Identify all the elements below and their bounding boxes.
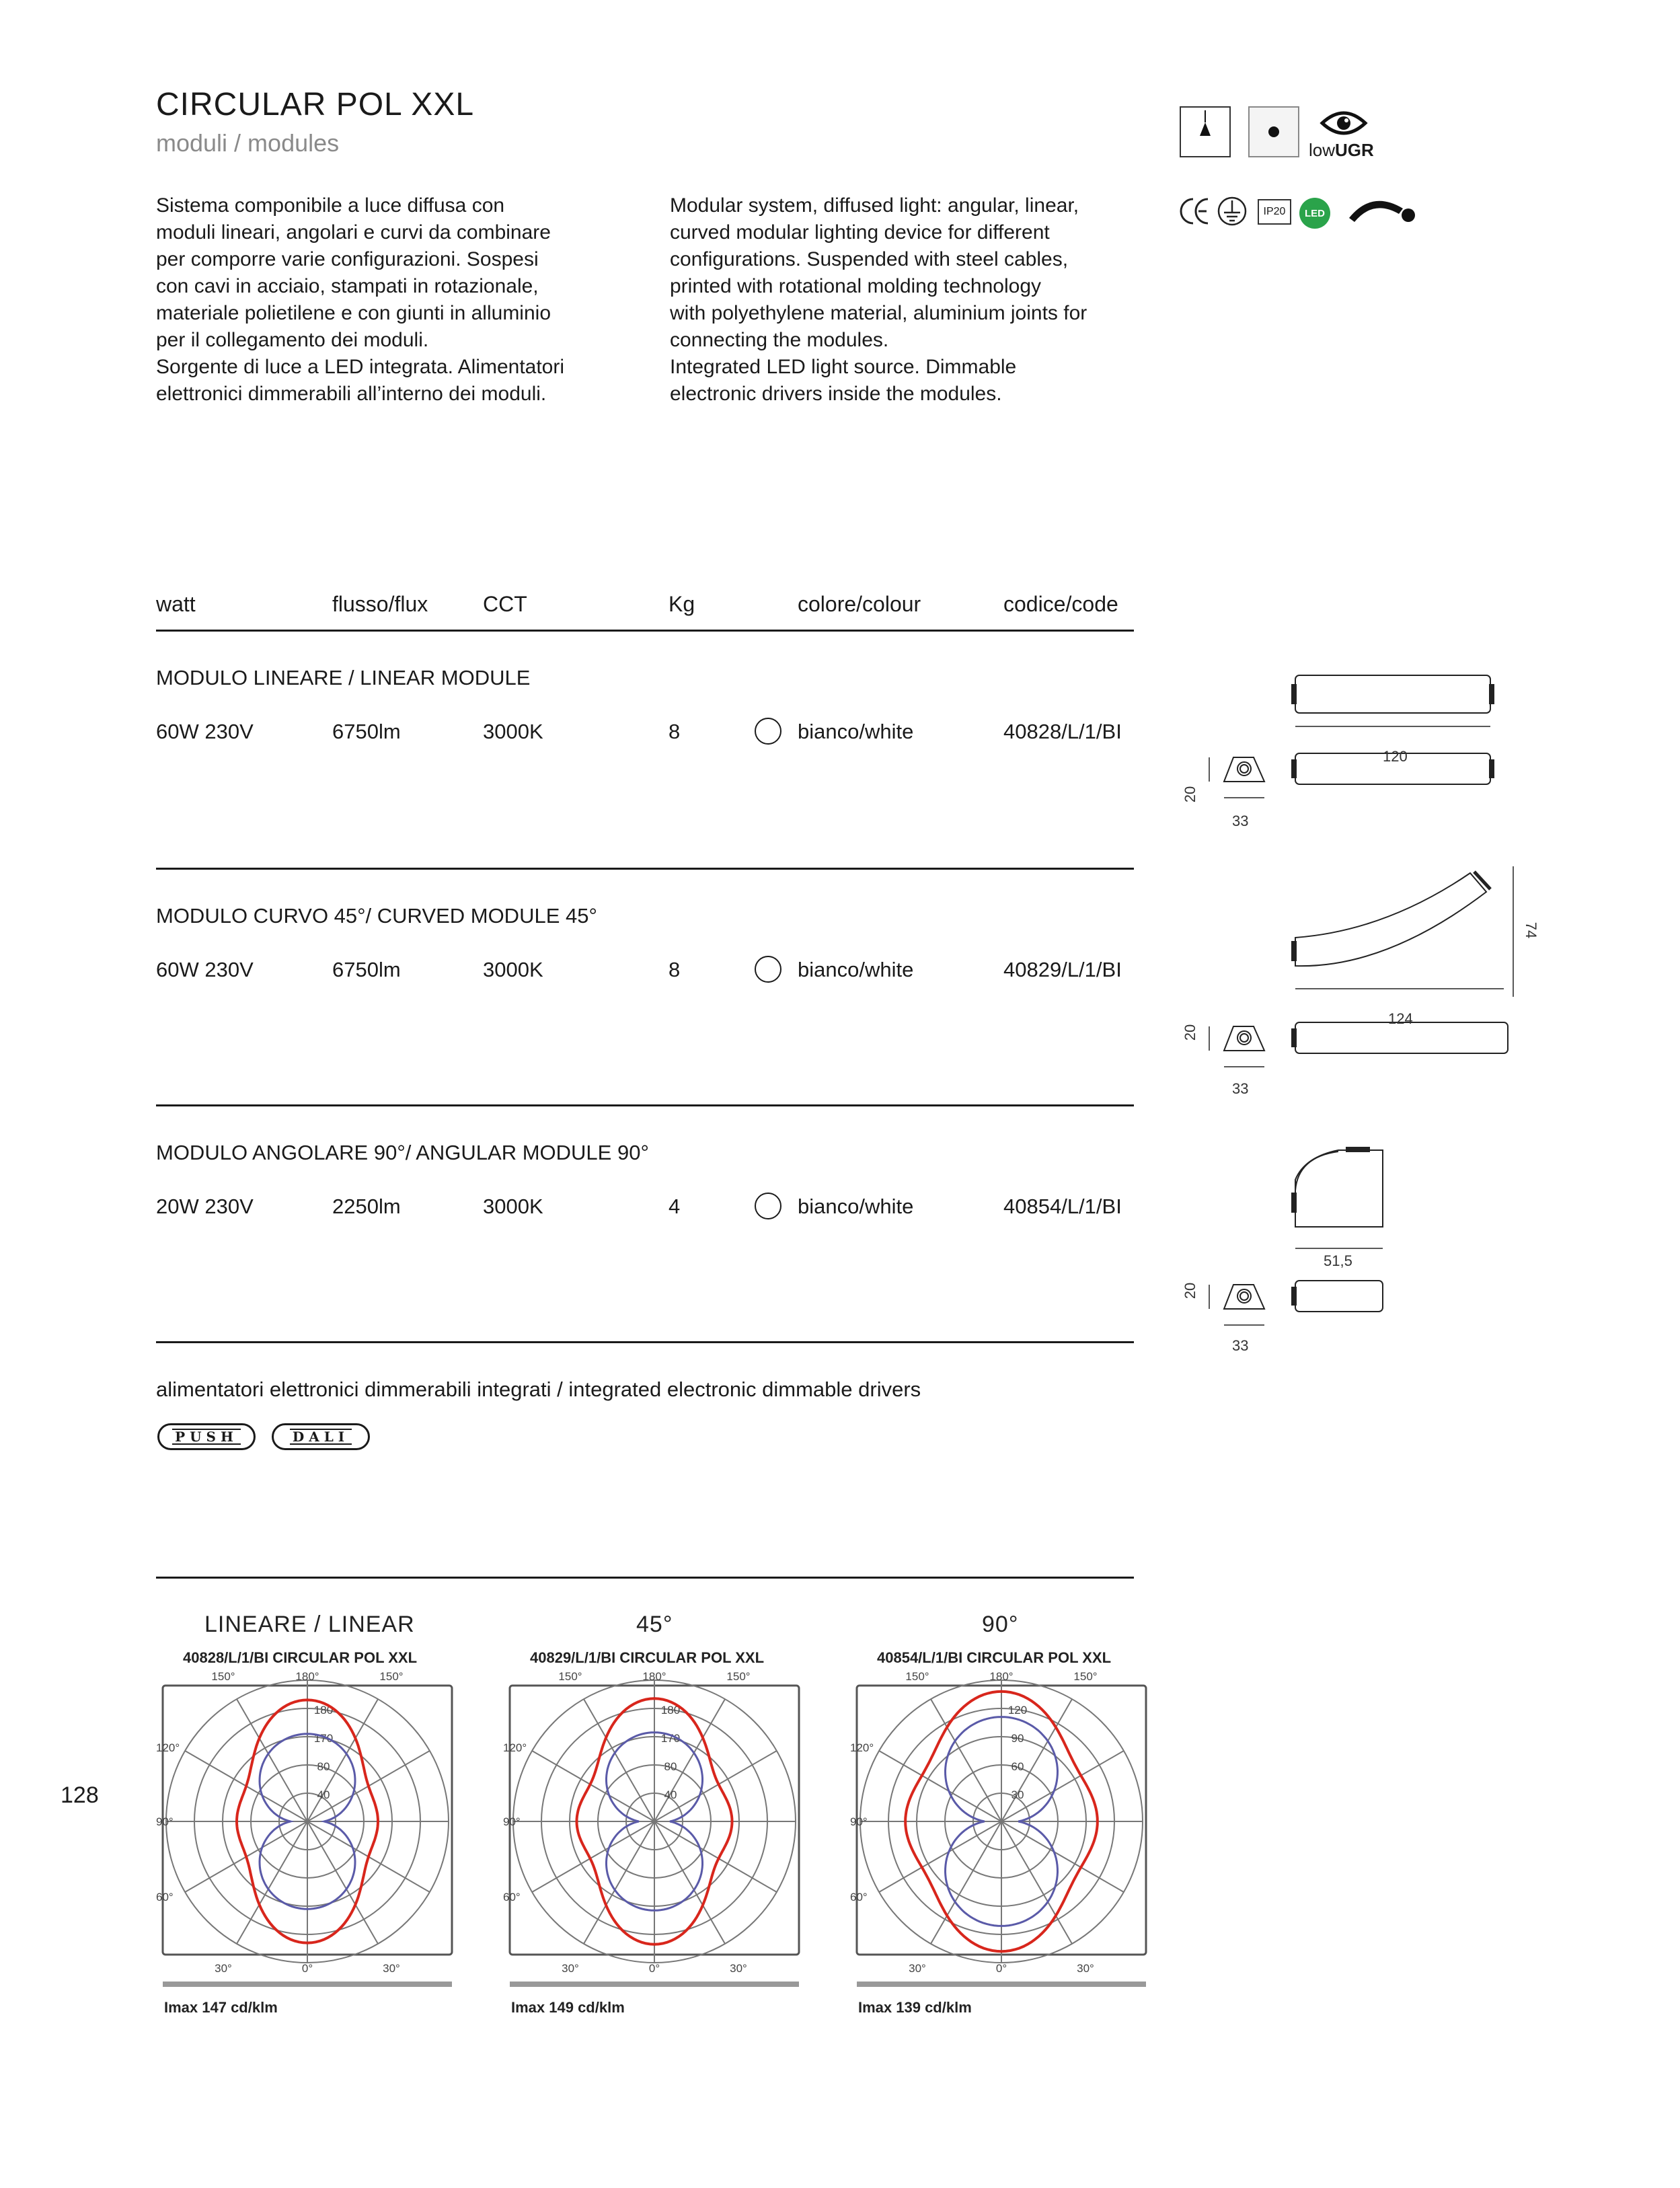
description-italian: Sistema componibile a luce diffusa con moduli lineari, angolari e curvi da combinare per comporre varie configurazioni. Sospesi con cavi in acciaio, stampati in rotazionale, materiale polietilene e con giunti in alluminio per il collegamento dei moduli. Sorgente di luce a LED integrata. Alimentatori elettronici dimmerabili all’interno dei moduli. [156,194,565,405]
page-title: CIRCULAR POL XXL [156,87,475,122]
polar-radial [532,1751,654,1821]
page-subtitle: moduli / modules [156,129,340,157]
ring-value: 40 [317,1788,330,1801]
polar-radial [1001,1821,1124,1892]
dimension-height: 20 [1182,1024,1199,1041]
polar-diagram [850,1645,1200,2022]
page-number: 128 [61,1782,99,1808]
angle-label: 30° [215,1962,232,1975]
module-flux: 2250lm [332,1195,401,1218]
angle-label: 150° [726,1670,751,1683]
diagram-code: 40829/L/1/BI CIRCULAR POL XXL [530,1649,765,1666]
divider [156,630,1134,632]
ring-value: 170 [313,1732,334,1745]
scale-bar [510,1982,799,1987]
ip20-badge: IP20 [1258,199,1291,225]
imax-label: Imax 147 cd/klm [164,1999,278,2016]
dimension-height: 20 [1182,786,1199,803]
ring-value: 120 [1007,1704,1028,1717]
module-name-curved: MODULO CURVO 45°/ CURVED MODULE 45° [156,904,597,928]
angle-label: 60° [850,1891,868,1903]
ring-value: 80 [664,1760,677,1773]
angle-label: 90° [156,1815,174,1828]
module-name-linear: MODULO LINEARE / LINEAR MODULE [156,666,531,689]
angle-label: 30° [909,1962,926,1975]
header-watt: watt [156,592,196,616]
angle-label: 150° [1073,1670,1098,1683]
angle-label: 180° [642,1670,666,1683]
module-watt: 20W 230V [156,1195,254,1218]
module-name-angular: MODULO ANGOLARE 90°/ ANGULAR MODULE 90° [156,1141,649,1164]
angle-label: 60° [156,1891,174,1903]
photometry-heading-90: 90° [982,1612,1019,1637]
push-badge: PUSH [157,1423,256,1450]
module-cct: 3000K [483,1195,543,1218]
ring-value: 90 [1011,1732,1024,1745]
imax-label: Imax 149 cd/klm [511,1999,625,2016]
module-colour: bianco/white [798,958,914,981]
polar-radial [532,1821,654,1892]
scale-bar [163,1982,452,1987]
dimmable-icon [1345,191,1419,231]
divider [156,868,1134,870]
imax-label: Imax 139 cd/klm [858,1999,972,2016]
low-ugr-label: lowUGR [1309,140,1374,160]
dimension-rise: 74 [1523,921,1540,939]
angle-label: 60° [503,1891,521,1903]
header-flux: flusso/flux [332,592,428,616]
polar-diagram [503,1645,853,2022]
header-kg: Kg [669,592,695,616]
divider [156,1104,1134,1106]
module-flux: 6750lm [332,720,401,743]
polar-radial [654,1821,777,1892]
dimension-length: 124 [1388,1010,1413,1027]
ring-value: 60 [1011,1760,1024,1773]
module-kg: 4 [669,1195,681,1218]
angle-label: 30° [730,1962,747,1975]
angle-label: 30° [383,1962,400,1975]
angle-label: 0° [648,1962,660,1975]
angle-label: 90° [503,1815,521,1828]
divider [156,1341,1134,1343]
module-flux: 6750lm [332,958,401,981]
suspension-lamp-icon [1180,106,1231,157]
ring-value: 40 [664,1788,677,1801]
module-watt: 60W 230V [156,720,254,743]
polar-radial [879,1751,1001,1821]
dimension-width: 33 [1232,813,1249,829]
photometry-heading-linear: LINEARE / LINEAR [204,1612,415,1637]
header-cct: CCT [483,592,527,616]
dimension-length: 120 [1383,748,1408,765]
angle-label: 120° [850,1741,874,1754]
dimension-width: 33 [1232,1337,1249,1354]
angle-label: 180° [989,1670,1014,1683]
ce-mark-icon [1178,195,1211,227]
white-colour-swatch [755,718,781,745]
divider [156,1577,1134,1579]
diffused-light-icon [1248,106,1299,157]
angle-label: 30° [562,1962,579,1975]
module-code: 40854/L/1/BI [1003,1195,1122,1218]
eye-icon [1317,106,1371,140]
module-code: 40829/L/1/BI [1003,958,1122,981]
ground-symbol-icon [1216,195,1248,227]
angle-label: 90° [850,1815,868,1828]
angle-label: 120° [503,1741,527,1754]
angle-label: 180° [295,1670,319,1683]
angle-label: 0° [301,1962,313,1975]
diagram-code: 40828/L/1/BI CIRCULAR POL XXL [183,1649,418,1666]
diagram-code: 40854/L/1/BI CIRCULAR POL XXL [877,1649,1112,1666]
ring-value: 180 [660,1704,681,1717]
module-code: 40828/L/1/BI [1003,720,1122,743]
module-cct: 3000K [483,958,543,981]
scale-bar [857,1982,1146,1987]
angle-label: 30° [1077,1962,1094,1975]
polar-radial [879,1821,1001,1892]
header-code: codice/code [1003,592,1118,616]
drivers-note: alimentatori elettronici dimmerabili integrati / integrated electronic dimmable drivers [156,1378,921,1401]
header-colour: colore/colour [798,592,921,616]
photometry-heading-45: 45° [636,1612,673,1637]
dimension-width: 33 [1232,1080,1249,1097]
dali-badge: DALI [272,1423,370,1450]
angle-label: 0° [995,1962,1007,1975]
led-badge: LED [1299,198,1330,229]
white-colour-swatch [755,1193,781,1219]
angle-label: 120° [156,1741,180,1754]
ring-value: 80 [317,1760,330,1773]
module-colour: bianco/white [798,720,914,743]
module-kg: 8 [669,958,681,981]
module-cct: 3000K [483,720,543,743]
ring-value: 30 [1011,1788,1024,1801]
ring-value: 170 [660,1732,681,1745]
polar-diagram [156,1645,506,2022]
angle-label: 150° [558,1670,582,1683]
angle-label: 150° [379,1670,404,1683]
module-colour: bianco/white [798,1195,914,1218]
module-kg: 8 [669,720,681,743]
description-english: Modular system, diffused light: angular, linear, curved modular lighting device for different configurations. Suspended with steel cables, printed with rotational molding technology with polyethylene material, aluminium joints for connecting the modules. Integrated LED light source. Dimmable electronic drivers inside the modules. [670,194,1087,405]
module-watt: 60W 230V [156,958,254,981]
ring-value: 180 [313,1704,334,1717]
angle-label: 150° [905,1670,929,1683]
white-colour-swatch [755,956,781,983]
angle-label: 150° [211,1670,235,1683]
dimension-length: 51,5 [1324,1252,1352,1269]
dimension-height: 20 [1182,1282,1199,1299]
